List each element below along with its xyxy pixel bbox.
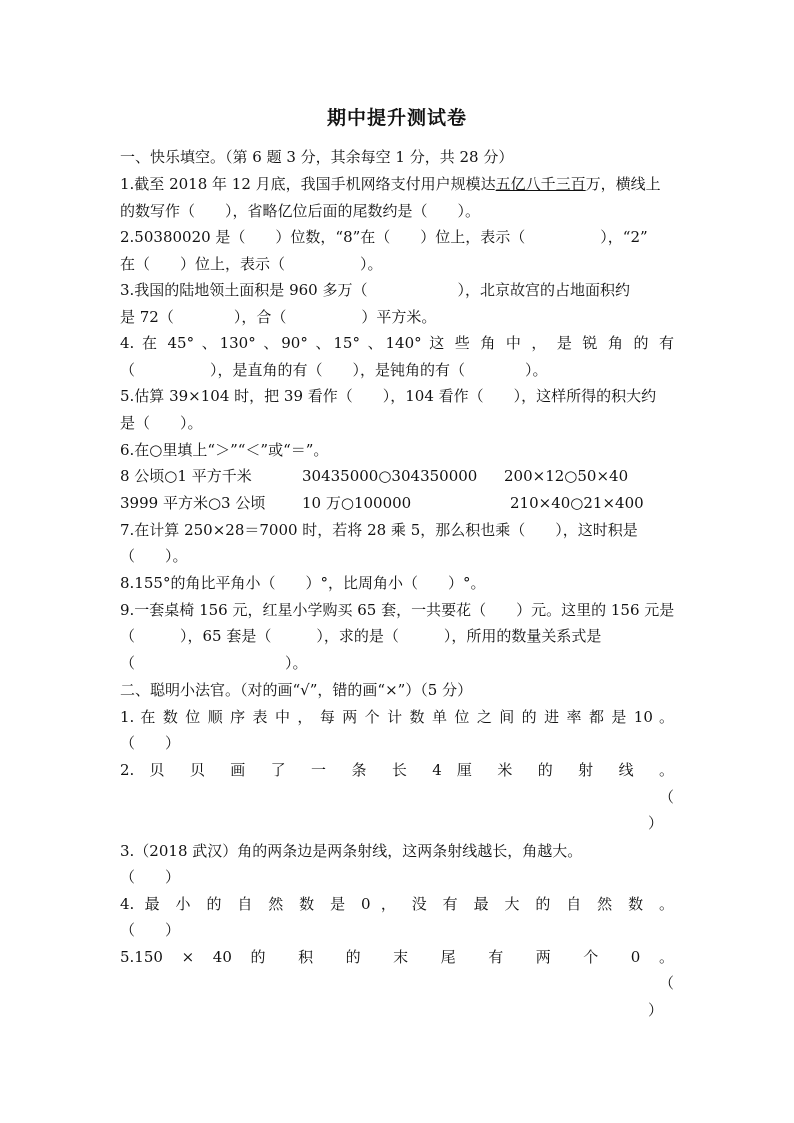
question-1-underlined-number: 五亿八千三百 xyxy=(495,175,586,193)
comparison-item: 10 万○100000 xyxy=(302,494,412,512)
question-3-line-2: 是 72（ ），合（ ）平方米。 xyxy=(120,308,437,326)
comparison-item: 3999 平方米○3 公顷 xyxy=(120,494,266,512)
question-3-line-1: 3.我国的陆地领土面积是 960 多万（ ），北京故宫的占地面积约 xyxy=(120,281,630,299)
comparison-item: 8 公顷○1 平方千米 xyxy=(120,467,252,485)
question-6-row-1 xyxy=(120,463,674,489)
question-8-line-1: 8.155°的角比平角小（ ）°，比周角小（ ）°。 xyxy=(120,574,486,592)
comparison-item: 210×40○21×400 xyxy=(510,494,644,512)
question-1-text-before: 1.截至 2018 年 12 月底，我国手机网络支付用户规模达 xyxy=(120,175,496,193)
question-1-text-after: 万，横线上 xyxy=(585,175,661,193)
judge-2-close-paren: ） xyxy=(648,814,664,832)
judge-1-line-2: （ ） xyxy=(120,734,181,752)
judge-4-line-1: 4. 最 小 的 自 然 数 是 0 ， 没 有 最 大 的 自 然 数 。 xyxy=(120,895,674,913)
question-1-line-1 xyxy=(120,171,674,197)
question-9-line-1: 9.一套桌椅 156 元，红星小学购买 65 套，一共要花（ ）元。这里的 156 元是 xyxy=(120,601,675,619)
judge-5-line-1: 5.150 × 40 的 积 的 末 尾 有 两 个 0 。 xyxy=(120,948,674,966)
question-1-line-2: 的数写作（ ），省略亿位后面的尾数约是（ ）。 xyxy=(120,202,481,220)
judge-5-open-paren: （ xyxy=(658,974,674,992)
section-1-heading: 一、快乐填空。（第 6 题 3 分，其余每空 1 分，共 28 分） xyxy=(120,148,514,166)
judge-5-close-paren: ） xyxy=(648,1001,664,1019)
question-9-line-2: （ ），65 套是（ ），求的是（ ），所用的数量关系式是 xyxy=(120,627,602,645)
judge-4-line-2: （ ） xyxy=(120,921,181,939)
question-4-line-2: （ ），是直角的有（ ），是钝角的有（ ）。 xyxy=(120,361,548,379)
page-title: 期中提升测试卷 xyxy=(326,107,467,129)
comparison-item: 200×12○50×40 xyxy=(504,467,629,485)
question-7-line-2: （ ）。 xyxy=(120,547,188,565)
comparison-item: 30435000○304350000 xyxy=(302,467,478,485)
judge-1-line-1: 1. 在 数 位 顺 序 表 中 ， 每 两 个 计 数 单 位 之 间 的 进 率 都 是 10 。 xyxy=(120,708,674,726)
question-6-instruction: 6.在○里填上“＞”“＜”或“＝”。 xyxy=(120,441,329,459)
question-5-line-2: 是（ ）。 xyxy=(120,414,203,432)
question-4-line-1: 4. 在 45° 、130° 、90° 、15° 、140° 这 些 角 中 ， 是 锐 角 的 有 xyxy=(120,334,674,352)
question-5-line-1: 5.估算 39×104 时，把 39 看作（ ），104 看作（ ），这样所得的积大约 xyxy=(120,387,657,405)
question-7-line-1: 7.在计算 250×28＝7000 时，若将 28 乘 5，那么积也乘（ ），这时积是 xyxy=(120,521,638,539)
question-2-line-1: 2.50380020 是（ ）位数，“8”在（ ）位上，表示（ ），“2” xyxy=(120,228,648,246)
question-2-line-2: 在（ ）位上，表示（ ）。 xyxy=(120,255,383,273)
section-2-heading: 二、聪明小法官。（对的画“√”，错的画“×”）（5 分） xyxy=(120,681,473,699)
judge-3-line-2: （ ） xyxy=(120,868,181,886)
question-9-line-3: （ ）。 xyxy=(120,654,308,672)
judge-2-open-paren: （ xyxy=(658,788,674,806)
question-6-row-2 xyxy=(120,490,674,516)
judge-3-line-1: 3.（2018 武汉）角的两条边是两条射线，这两条射线越长，角越大。 xyxy=(120,842,583,860)
judge-2-line-1: 2. 贝 贝 画 了 一 条 长 4 厘 米 的 射 线 。 xyxy=(120,761,674,779)
